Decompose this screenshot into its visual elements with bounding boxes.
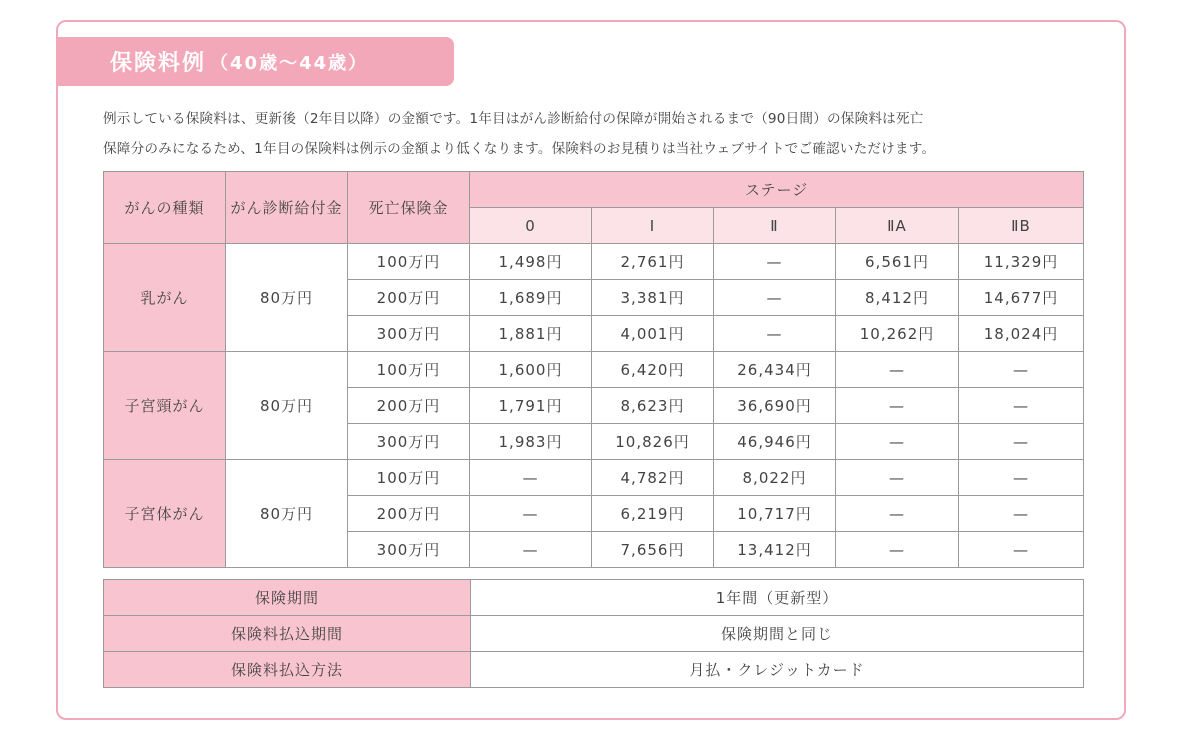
premium-table bbox=[103, 171, 1084, 568]
premium-cell: 6,561円 bbox=[836, 244, 959, 280]
header-cancer-type: がんの種類 bbox=[104, 172, 226, 244]
header-stage-2a: ⅡA bbox=[836, 208, 959, 244]
premium-cell: 18,024円 bbox=[959, 316, 1084, 352]
premium-cell: 1,983円 bbox=[470, 424, 592, 460]
info-value-payment-method: 月払・クレジットカード bbox=[471, 652, 1084, 688]
premium-cell: 8,022円 bbox=[714, 460, 836, 496]
premium-cell: 6,219円 bbox=[592, 496, 714, 532]
info-label-payment-method: 保険料払込方法 bbox=[104, 652, 471, 688]
premium-cell: — bbox=[470, 460, 592, 496]
premium-cell: — bbox=[836, 352, 959, 388]
death-benefit-cell: 200万円 bbox=[348, 388, 470, 424]
header-stage-2: Ⅱ bbox=[714, 208, 836, 244]
premium-cell: 46,946円 bbox=[714, 424, 836, 460]
death-benefit-cell: 300万円 bbox=[348, 532, 470, 568]
table-row bbox=[104, 244, 1084, 280]
premium-cell: — bbox=[959, 352, 1084, 388]
death-benefit-cell: 100万円 bbox=[348, 244, 470, 280]
premium-cell: 6,420円 bbox=[592, 352, 714, 388]
premium-cell: 10,262円 bbox=[836, 316, 959, 352]
benefit-cell: 80万円 bbox=[226, 244, 348, 352]
premium-cell: 13,412円 bbox=[714, 532, 836, 568]
premium-cell: 1,881円 bbox=[470, 316, 592, 352]
premium-cell: — bbox=[836, 496, 959, 532]
premium-cell: — bbox=[714, 244, 836, 280]
info-label-payment-period: 保険料払込期間 bbox=[104, 616, 471, 652]
premium-cell: 1,689円 bbox=[470, 280, 592, 316]
premium-cell: — bbox=[959, 496, 1084, 532]
premium-cell: 10,826円 bbox=[592, 424, 714, 460]
table-row bbox=[104, 460, 1084, 496]
premium-cell: — bbox=[959, 388, 1084, 424]
death-benefit-cell: 100万円 bbox=[348, 352, 470, 388]
premium-cell: 3,381円 bbox=[592, 280, 714, 316]
info-label-period: 保険期間 bbox=[104, 580, 471, 616]
premium-cell: — bbox=[959, 532, 1084, 568]
policy-info-table bbox=[103, 579, 1084, 688]
death-benefit-cell: 200万円 bbox=[348, 496, 470, 532]
premium-cell: — bbox=[714, 280, 836, 316]
premium-cell: 4,001円 bbox=[592, 316, 714, 352]
title-age-range: （40歳～44歳） bbox=[210, 52, 369, 74]
cancer-type-cell: 乳がん bbox=[104, 244, 226, 352]
premium-cell: 36,690円 bbox=[714, 388, 836, 424]
header-stage-0: 0 bbox=[470, 208, 592, 244]
premium-cell: 1,600円 bbox=[470, 352, 592, 388]
premium-cell: 4,782円 bbox=[592, 460, 714, 496]
premium-cell: — bbox=[836, 388, 959, 424]
benefit-cell: 80万円 bbox=[226, 352, 348, 460]
premium-cell: 8,412円 bbox=[836, 280, 959, 316]
info-value-payment-period: 保険期間と同じ bbox=[471, 616, 1084, 652]
premium-cell: 7,656円 bbox=[592, 532, 714, 568]
premium-cell: — bbox=[470, 496, 592, 532]
cancer-type-cell: 子宮体がん bbox=[104, 460, 226, 568]
table-row bbox=[104, 352, 1084, 388]
header-stage-2b: ⅡB bbox=[959, 208, 1084, 244]
header-benefit: がん診断給付金 bbox=[226, 172, 348, 244]
premium-cell: 2,761円 bbox=[592, 244, 714, 280]
section-title bbox=[56, 37, 454, 86]
death-benefit-cell: 300万円 bbox=[348, 424, 470, 460]
header-stage-1: Ⅰ bbox=[592, 208, 714, 244]
premium-cell: — bbox=[836, 424, 959, 460]
premium-cell: 10,717円 bbox=[714, 496, 836, 532]
description bbox=[103, 104, 1093, 164]
description-line: 例示している保険料は、更新後（2年目以降）の金額です。1年目はがん診断給付の保障が開始されるまで（90日間）の保険料は死亡 bbox=[103, 111, 924, 127]
description-line: 保障分のみになるため、1年目の保険料は例示の金額より低くなります。保険料のお見積りは当社ウェブサイトでご確認いただけます。 bbox=[103, 141, 936, 157]
premium-cell: 1,498円 bbox=[470, 244, 592, 280]
premium-cell: 11,329円 bbox=[959, 244, 1084, 280]
premium-cell: — bbox=[470, 532, 592, 568]
premium-cell: — bbox=[959, 424, 1084, 460]
premium-cell: — bbox=[959, 460, 1084, 496]
death-benefit-cell: 200万円 bbox=[348, 280, 470, 316]
premium-cell: — bbox=[836, 460, 959, 496]
premium-cell: — bbox=[836, 532, 959, 568]
header-stage: ステージ bbox=[470, 172, 1084, 208]
death-benefit-cell: 300万円 bbox=[348, 316, 470, 352]
info-value-period: 1年間（更新型） bbox=[471, 580, 1084, 616]
header-death-benefit: 死亡保険金 bbox=[348, 172, 470, 244]
benefit-cell: 80万円 bbox=[226, 460, 348, 568]
premium-cell: — bbox=[714, 316, 836, 352]
premium-cell: 1,791円 bbox=[470, 388, 592, 424]
premium-cell: 26,434円 bbox=[714, 352, 836, 388]
premium-cell: 8,623円 bbox=[592, 388, 714, 424]
title-main: 保険料例 bbox=[110, 51, 207, 76]
premium-cell: 14,677円 bbox=[959, 280, 1084, 316]
cancer-type-cell: 子宮頸がん bbox=[104, 352, 226, 460]
death-benefit-cell: 100万円 bbox=[348, 460, 470, 496]
